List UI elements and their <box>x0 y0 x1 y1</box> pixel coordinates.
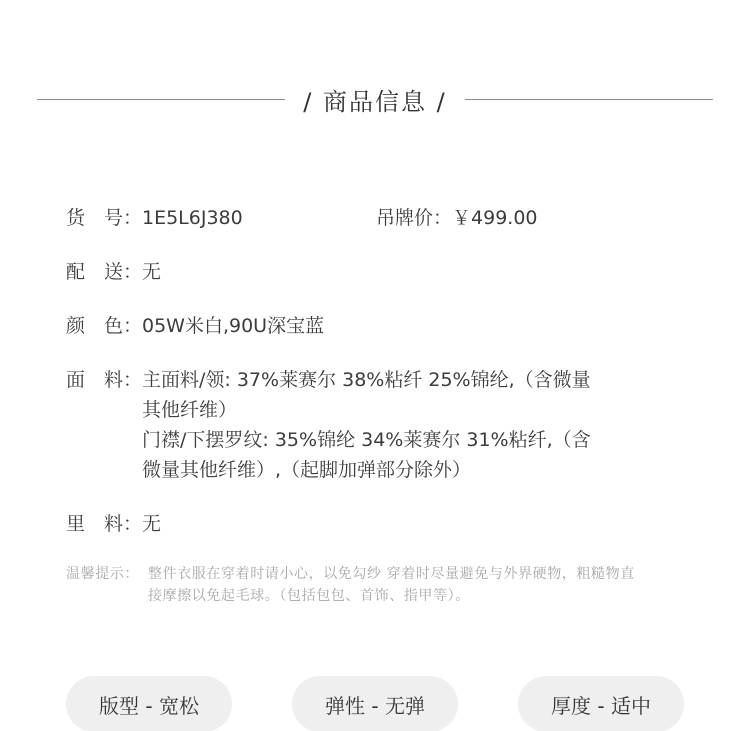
section-title: / 商品信息 / <box>303 88 447 116</box>
attribute-pill-elasticity: 弹性 - 无弹 <box>292 676 458 731</box>
care-notice-label: 温馨提示： <box>66 566 139 582</box>
fabric-line: 门襟/下摆罗纹: 35%锦纶 34%莱赛尔 31%粘纤,（含 <box>142 429 591 451</box>
attribute-pill-fit: 版型 - 宽松 <box>66 676 232 731</box>
care-notice-line: 整件衣服在穿着时请小心，以免勾纱 穿着时尽量避免与外界硬物，粗糙物直 <box>148 566 635 582</box>
section-header <box>0 78 750 122</box>
header-divider-right <box>465 99 713 100</box>
spec-value-sku: 1E5L6J380 <box>142 207 243 229</box>
spec-row-price <box>376 203 538 233</box>
fabric-line: 主面料/领: 37%莱赛尔 38%粘纤 25%锦纶,（含微量 <box>142 369 591 391</box>
spec-label-delivery: 配 送： <box>66 261 143 283</box>
spec-value-lining: 无 <box>142 513 162 535</box>
attribute-pill-thickness: 厚度 - 适中 <box>518 676 684 731</box>
spec-value-delivery: 无 <box>142 261 162 283</box>
fabric-line: 微量其他纤维）,（起脚加弹部分除外） <box>142 459 472 481</box>
spec-label-lining: 里 料： <box>66 513 143 535</box>
spec-label-color: 颜 色： <box>66 315 143 337</box>
spec-label-price: 吊牌价： <box>376 207 453 229</box>
care-notice-line: 接摩擦以免起毛球。（包括包包、首饰、指甲等）。 <box>148 588 470 604</box>
spec-label-sku: 货 号： <box>66 207 143 229</box>
spec-label-fabric: 面 料： <box>66 369 143 391</box>
spec-value-price: ￥499.00 <box>452 207 538 229</box>
fabric-line: 其他纤维） <box>142 399 238 421</box>
spec-value-fabric <box>142 365 662 485</box>
header-divider-left <box>37 99 285 100</box>
spec-value-color: 05W米白,90U深宝蓝 <box>142 315 325 337</box>
care-notice-text <box>148 563 688 607</box>
